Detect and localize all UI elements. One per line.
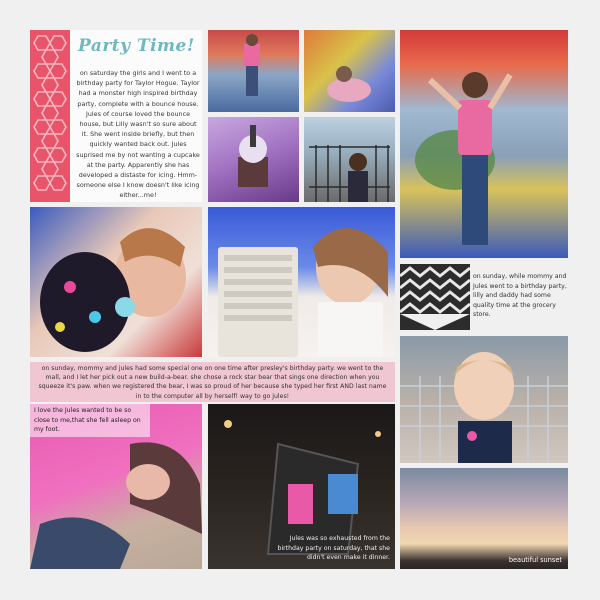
photo-bounce-house-lilly	[208, 30, 299, 112]
photo-bounce-house-jumping	[400, 30, 568, 258]
photo-stroller-night	[208, 404, 395, 569]
sunset-caption: beautiful sunset	[508, 555, 562, 564]
love-caption: I love the Jules wanted to be so close to me,that she fell asleep on my foot.	[30, 404, 150, 437]
photo-asleep-on-foot	[30, 404, 202, 569]
chevron-pattern-icon	[400, 264, 470, 330]
hexagon-pattern-strip	[30, 30, 70, 202]
page-title: Party Time!	[78, 36, 195, 56]
grocery-caption: on sunday, while mommy and Jules went to a birthday party, lilly and daddy had some quality time at the grocery store.	[473, 273, 567, 318]
photo-girl-by-fence	[304, 117, 395, 202]
build-a-bear-caption: on sunday, mommy and jules had some special one on one time after presley's birthday party. we went to the mall, and I let her pick out a new build-a-bear. she chose a rock star bear that sings one direction when you squeeze it's paw. when we registered the bear, I was so proud of her because she typed her first AND last name in to the computer all by herself! way to go jules!	[38, 365, 387, 400]
chevron-pattern-tag	[400, 264, 470, 330]
photo-sunset	[400, 468, 568, 569]
photo-jules-with-bear	[30, 207, 202, 357]
photo-lilly-shopping-cart	[400, 336, 568, 463]
build-a-bear-caption-bar	[30, 362, 395, 402]
exhausted-caption: Jules was so exhausted from the birthday party on saturday, that she didn't even make it dinner.	[277, 535, 390, 561]
photo-cupcake	[208, 117, 299, 202]
hexagon-pattern-icon	[30, 30, 70, 202]
intro-journal-text: on saturday the girls and I went to a birthday party for Taylor Hogue. Taylor had a monster high inspired birthday party, complete with a bounce house. Jules of course loved the bounce house, but Lilly wasn't so sure about it. She went inside briefly, but then quickly wanted back out. Jules suprised me by not wanting a cupcake at the party. Apparently she has developed a distaste for icing. Hmm- someone else I know doesn't like icing either...me!	[76, 69, 200, 200]
photo-typing-keyboard	[208, 207, 395, 357]
photo-bounce-house-girl-sitting	[304, 30, 395, 112]
